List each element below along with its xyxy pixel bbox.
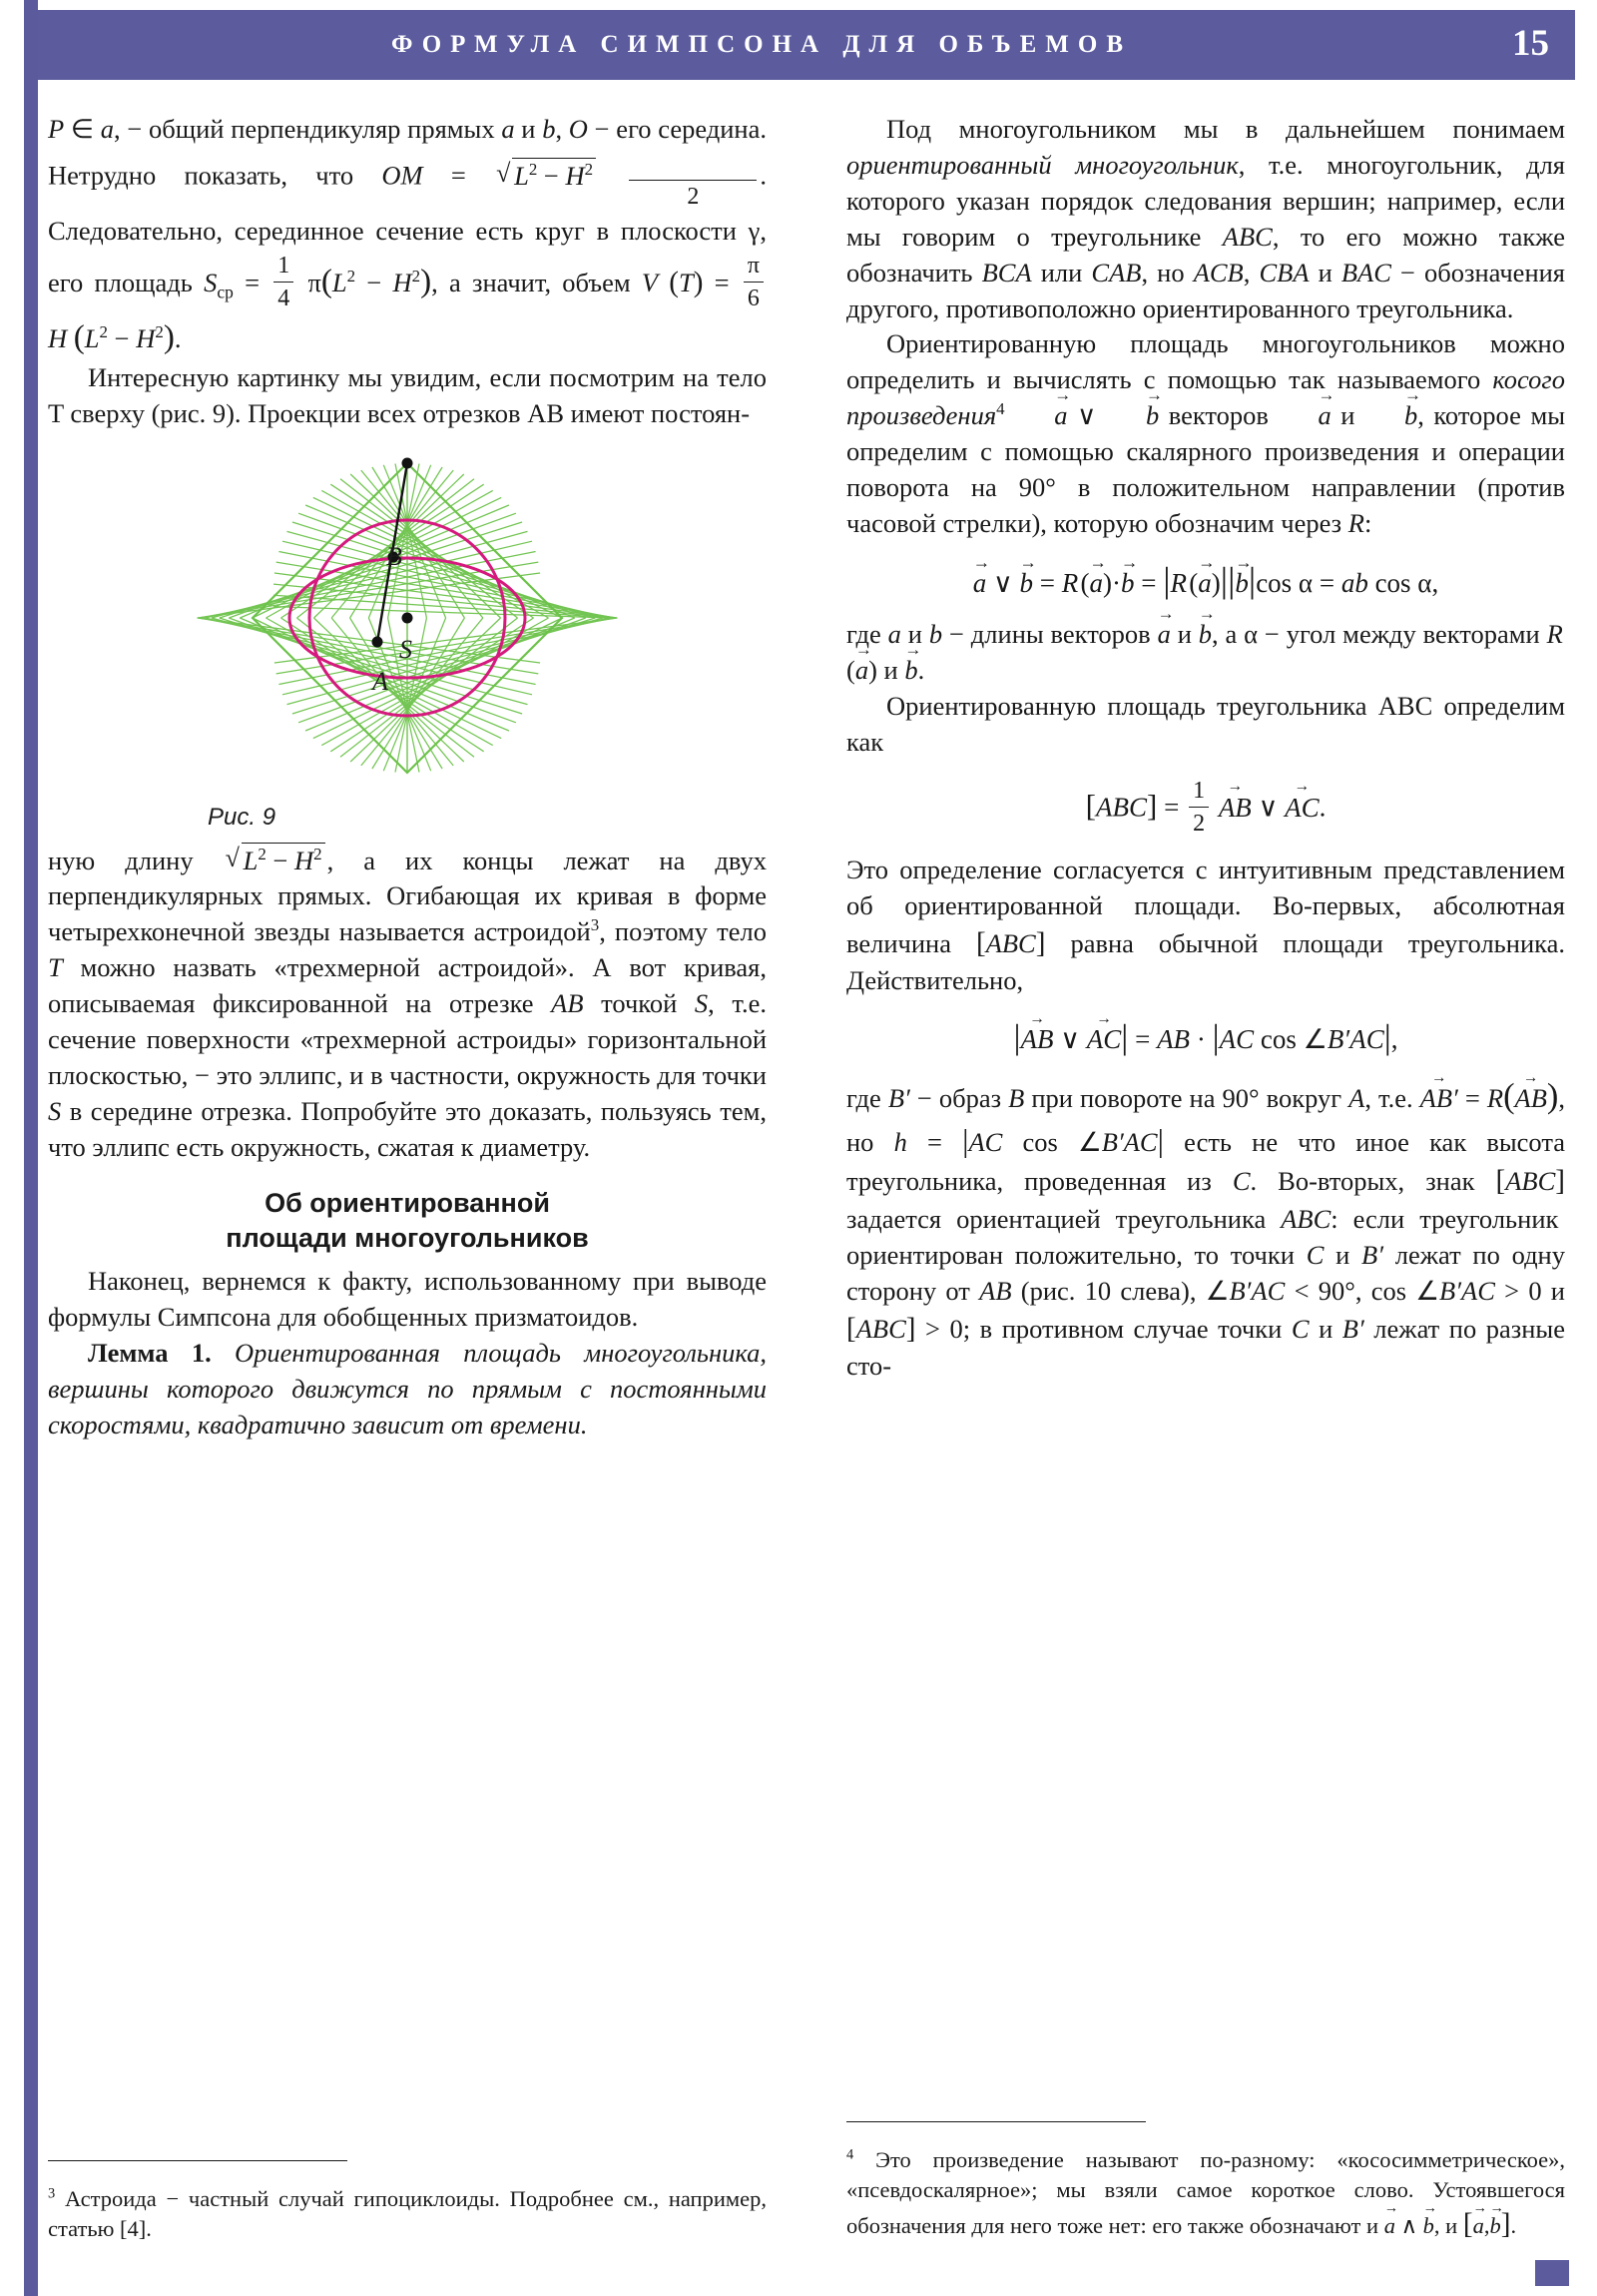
footnote-marker-3: 3 — [48, 2185, 56, 2202]
footnote-right — [846, 2121, 1565, 2266]
left-column — [48, 112, 767, 1442]
figure-label-a: A — [372, 666, 388, 696]
figure-label-b: B — [386, 541, 402, 571]
paragraph-finally: Наконец, вернемся к факту, использованному при выводе формулы Симпсона для обобщенных призматоидов. — [48, 1265, 767, 1332]
footnote-right-text: $^4$ Это произведение называют по-разному: «кососимметрическое», «псевдоскалярное»; мы взяли самое короткое слово. Устоявшегося обозначения для него тоже нет: его также обозначают и a → ∧ b →, и [a →,b →]. — [846, 2145, 1565, 2244]
paragraph-astroid: ную длину √ $L^2 - H^2$ , а их концы лежат на двух перпендикулярных прямых. Огибающая их кривая в форме четырехконечной звезды называется астроидой$^3$, поэтому тело T можно назвать «трехмерной астроидой». А вот кривая, описываемая фиксированной на отрезке AB точкой S, т.е. сечение поверхности «трехмерной астроиды» горизонтальной плоскостью, − это эллипс, и в частности, окружность для точки S в середине отрезка. Попробуйте это доказать, пользуясь тем, что эллипс есть окружность, сжатая к диаметру. — [48, 843, 767, 1166]
footnote-left — [48, 2160, 767, 2266]
point-o — [402, 612, 413, 623]
figure-label-s: S — [399, 634, 412, 664]
point-a — [372, 636, 383, 647]
paragraph-skew-product: Ориентированную площадь многоугольников можно определить и вычислять с помощью так называемого косого произведения$^4$ a → ∨ b → векторов a → и b →, которое мы определим с помощью скалярного произведения и операции поворота на 90° в положительном направлении (против часовой стрелки), которую обозначим через R: — [846, 326, 1565, 541]
paragraph-intro: P ∈ a, − общий перпендикуляр прямых a и b, O − его середина. Нетрудно показать, что OM = √ $L^2 - H^2$ 2 . Следовательно, серединное сечение есть круг в плоскости γ, его площадь $S_{ср}$ = $\frac{1}{4}$ $\pi(L^2 - H^2)$, а значит, объем V (T) = $\frac{\pi}{6}$ H $(L^2 - H^2)$. — [48, 112, 767, 360]
footnote-rule-right — [846, 2121, 1146, 2123]
formula-abs-area: |AB → ∨ AC →| = AB · |AC cos ∠B′AC|, — [846, 1013, 1565, 1061]
lemma-text: Ориентированная площадь многоугольника, вершины которого движутся по прямым с постоянными скоростями, квадратично зависит от времени. — [48, 1337, 767, 1439]
footnote-marker-4: 4 — [846, 2146, 854, 2163]
paragraph-definition-agrees: Это определение согласуется с интуитивным представлением об ориентированной площади. Во-первых, абсолютная величина [ABC] равна обычной площади треугольника. Действительно, — [846, 854, 1565, 996]
formula-skew-product: a → ∨ b → = R (a →)·b → = |R (a →)||b →|cos α = ab cos α, — [846, 556, 1565, 605]
astroid-figure-svg — [48, 438, 767, 798]
paragraph-figure-intro: Интересную картинку мы увидим, если посмотрим на тело T сверху (рис. 9). Проекции всех отрезков AB имеют постоян- — [48, 361, 767, 428]
section-heading-line1: Об ориентированной — [265, 1187, 550, 1218]
page-bottom-tab — [1535, 2260, 1569, 2286]
paragraph-lemma — [48, 1336, 767, 1443]
paragraph-where-bprime: где B′ − образ B при повороте на 90° вокруг A, т.е. AB′ → = R(AB →), но h = |AC cos ∠B′AC| есть не что иное как высота треугольника, проведенная из C. Во-вторых, знак [ABC] задается ориентацией треугольника ABC: если треугольник ориентирован положительно, то точки C и B′ лежат по одну сторону от AB (рис. 10 слева), ∠B′AC < 90°, cos ∠B′AC > 0 и [ABC] > 0; в противном случае точки C и B′ лежат по разные сто- — [846, 1073, 1565, 1385]
footnote-left-body: Астроида − частный случай гипоциклоиды. Подробнее см., например, статью [4]. — [48, 2185, 767, 2241]
section-heading — [48, 1186, 767, 1256]
paragraph-where-ab: где a и b − длины векторов a → и b →, а α − угол между векторами R (a →) и b →. — [846, 617, 1565, 689]
footnote-left-text — [48, 2184, 767, 2244]
page-header — [38, 10, 1575, 80]
page-number: 15 — [1512, 23, 1549, 64]
section-heading-line2: площади многоугольников — [226, 1222, 589, 1253]
figure-caption: Рис. 9 — [208, 803, 276, 831]
paragraph-oriented-polygon: Под многоугольником мы в дальнейшем понимаем ориентированный многоугольник, т.е. многоугольник, для которого указан порядок следования вершин; например, если мы говорим о треугольнике ABC, то его можно также обозначить BCA или CAB, но ACB, CBA и BAC − обозначения другого, противоположно ориентированного треугольника. — [846, 114, 1565, 323]
paragraph-triangle-area-def: Ориентированную площадь треугольника ABC определим как — [846, 691, 1565, 757]
right-column — [846, 112, 1565, 1385]
figure-astroid — [48, 438, 767, 843]
lemma-label: Лемма 1. — [88, 1337, 212, 1368]
footnote-rule-left — [48, 2160, 347, 2162]
header-title: ФОРМУЛА СИМПСОНА ДЛЯ ОБЪЕМОВ — [390, 31, 1133, 58]
page-left-rule — [24, 0, 38, 2296]
formula-triangle-area: [ABC] = $\frac{1}{2}$ AB → ∨ AC →. — [846, 775, 1565, 841]
point-b — [402, 457, 413, 468]
